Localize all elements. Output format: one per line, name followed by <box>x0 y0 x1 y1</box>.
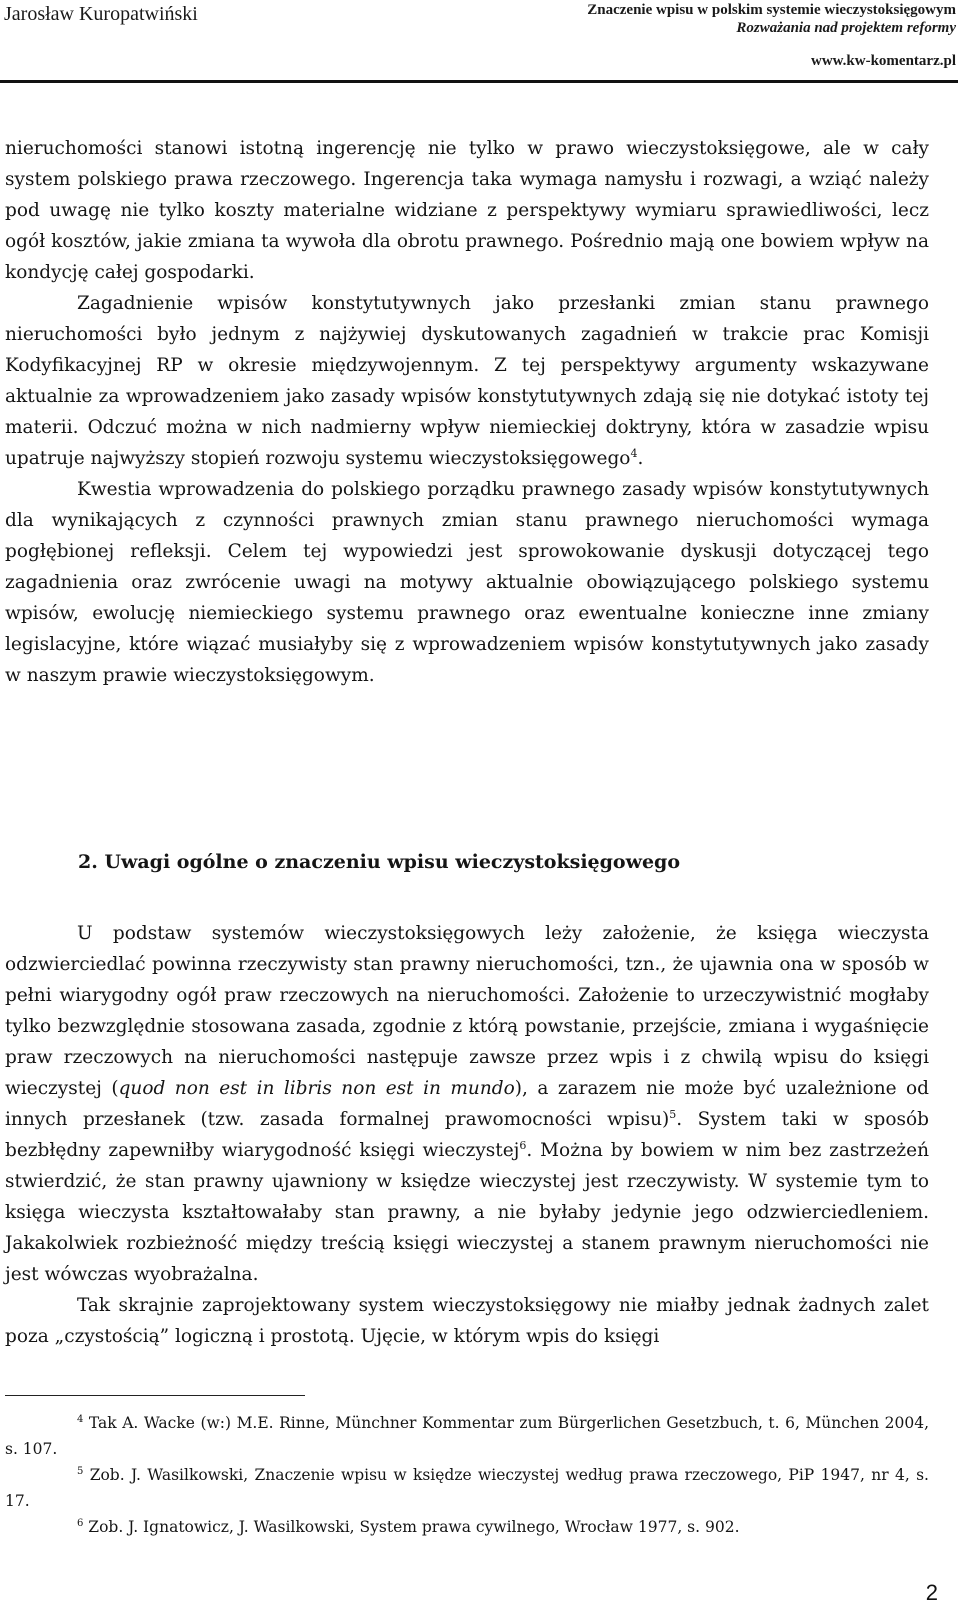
footnote-4 <box>5 1410 929 1462</box>
footnote-ref-4[interactable]: 4 <box>630 446 638 460</box>
footnote-text: Zob. J. Wasilkowski, Znaczenie wpisu w księdze wieczystej według prawa rzeczowego, PiP 1947, nr 4, s. 17. <box>5 1466 929 1510</box>
paragraph-text-b: ), a zarazem nie może być uzależnione od innych przesłanek (tzw. zasada formalnej prawomocności wpisu) <box>5 1078 930 1130</box>
header-title-block <box>587 2 956 38</box>
section-body <box>5 918 929 1352</box>
footnote-number: 6 <box>77 1517 84 1529</box>
paragraph-text-d: . Można by bowiem w nim bez zastrzeżeń stwierdzić, że stan prawny ujawniony w księdze wieczystej jest rzeczywisty. W systemie tym to księga wieczysta kształtowałaby stan prawny, a nie byłaby jedynie jego odzwierciedleniem. Jakakolwiek rozbieżność między treścią księgi wieczystej a stanem prawnym nieruchomości nie jest wówczas wyobrażalna. <box>5 1140 930 1285</box>
footnote-5 <box>5 1462 929 1514</box>
header-subtitle: Rozważania nad projektem reformy <box>736 20 956 36</box>
page-number: 2 <box>925 1580 938 1605</box>
footnote-number: 4 <box>77 1413 84 1425</box>
header-title: Znaczenie wpisu w polskim systemie wieczystoksięgowym <box>587 2 956 18</box>
section-heading: 2. Uwagi ogólne o znaczeniu wpisu wieczystoksięgowego <box>78 851 680 873</box>
footnote-divider <box>5 1395 305 1396</box>
footnote-text: Zob. J. Ignatowicz, J. Wasilkowski, System prawa cywilnego, Wrocław 1977, s. 902. <box>83 1518 740 1536</box>
header-divider <box>0 80 958 83</box>
paragraph-text-a: U podstaw systemów wieczystoksięgowych leży założenie, że księga wieczysta odzwierciedlać powinna rzeczywisty stan prawny nieruchomości, tzn., że ujawnia ona w sposób w pełni wiarygodny ogół praw rzeczowych na nieruchomości. Założenie to urzeczywistnić mogłaby tylko bezwzględnie stosowana zasada, zgodnie z którą powstanie, przejście, zmiana i wygaśnięcie praw rzeczowych na nieruchomości następuje zawsze przez wpis i z chwilą wpisu do księgi wieczystej ( <box>5 923 929 1099</box>
paragraph-constitutive-entries <box>5 288 929 474</box>
paragraph-text-c: . System taki w sposób bezbłędny zapewniłby wiarygodność księgi wieczystej <box>5 1109 929 1161</box>
footnote-ref-5[interactable]: 5 <box>669 1107 677 1121</box>
paragraph-continued: nieruchomości stanowi istotną ingerencję nie tylko w prawo wieczystoksięgowe, ale w cały system polskiego prawa rzeczowego. Ingerencja taka wymaga namysłu i rozwagi, a wziąć należy pod uwagę nie tylko koszty materialne widziane z perspektywy wymiaru sprawiedliwości, lecz ogół kosztów, jakie zmiana ta wywoła dla obrotu prawnego. Pośrednio mają one bowiem wpływ na kondycję całej gospodarki. <box>5 138 929 283</box>
header-author: Jarosław Kuropatwiński <box>4 3 198 25</box>
paragraph-question: Kwestia wprowadzenia do polskiego porządku prawnego zasady wpisów konstytutywnych dla wynikających z czynności prawnych zmian stanu prawnego nieruchomości wymaga pogłębionej refleksji. Celem tej wypowiedzi jest sprowokowanie dyskusji dotyczącej tego zagadnienia oraz zwrócenie uwagi na motywy aktualnie obowiązującego polskiego systemu wpisów, ewolucję niemieckiego systemu prawnego oraz ewentualne konieczne inne zmiany legislacyjne, które wiązać musiałyby się z wprowadzeniem wpisów konstytutywnych jako zasady w naszym prawie wieczystoksięgowym. <box>5 479 929 686</box>
body-text <box>5 133 929 691</box>
footnotes <box>5 1410 929 1540</box>
paragraph-assumption <box>5 918 929 1290</box>
header-url-link[interactable]: www.kw-komentarz.pl <box>811 53 956 69</box>
paragraph-extreme-system: Tak skrajnie zaprojektowany system wieczystoksięgowy nie miałby jednak żadnych zalet poza „czystością” logiczną i prostotą. Ujęcie, w którym wpis do księgi <box>5 1295 929 1347</box>
latin-maxim: quod non est in libris non est in mundo <box>118 1078 515 1099</box>
paragraph-text: Zagadnienie wpisów konstytutywnych jako przesłanki zmian stanu prawnego nieruchomości było jednym z najżywiej dyskutowanych zagadnień w trakcie prac Komisji Kodyfikacyjnej RP w okresie międzywojennym. Z tej perspektywy argumenty wskazywane aktualnie za wprowadzeniem jako zasady wpisów konstytutywnych zdają się nie dotykać istoty tej materii. Odczuć można w nich nadmierny wpływ niemieckiej doktryny, która w zasadzie wpisu upatruje najwyższy stopień rozwoju systemu wieczystoksięgowego <box>5 293 929 469</box>
footnote-6 <box>5 1514 929 1540</box>
page-header <box>0 0 960 86</box>
footnote-number: 5 <box>77 1465 84 1477</box>
paragraph-end: . <box>637 448 644 469</box>
footnote-ref-6[interactable]: 6 <box>519 1138 527 1152</box>
footnote-text: Tak A. Wacke (w:) M.E. Rinne, Münchner Kommentar zum Bürgerlichen Gesetzbuch, t. 6, München 2004, s. 107. <box>5 1414 929 1458</box>
